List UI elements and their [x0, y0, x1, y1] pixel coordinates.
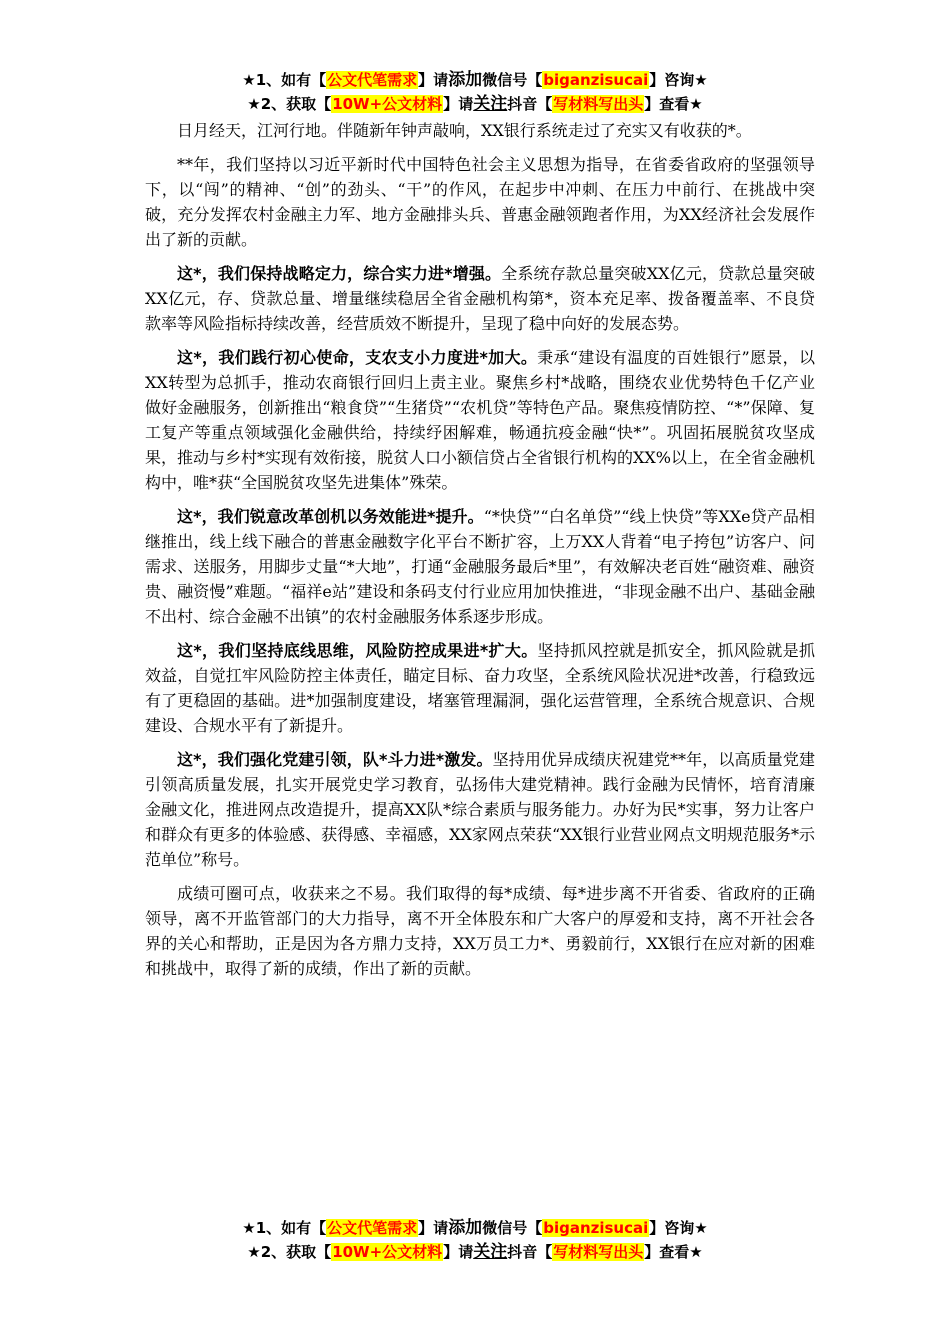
banner-text: 抖音【 [507, 1243, 553, 1261]
highlight-materials: 10W+公文材料 [332, 95, 443, 113]
highlight-wechat-id: biganzisucai [543, 71, 649, 89]
body-paragraph [145, 638, 815, 738]
banner-line-1 [0, 68, 950, 92]
banner-emphasis: 关注 [473, 94, 508, 114]
banner-line-1 [0, 1216, 950, 1240]
highlight-wechat-id: biganzisucai [543, 1219, 649, 1237]
document-body [145, 118, 815, 990]
header-banner [0, 68, 950, 116]
banner-emphasis: 添加 [448, 1218, 483, 1238]
paragraph-lead: 这*，我们锐意改革创机以务效能进*提升。 [177, 507, 484, 526]
body-paragraph [145, 152, 815, 252]
highlight-service: 公文代笔需求 [327, 1219, 418, 1237]
banner-text: 】请 [443, 1243, 474, 1261]
footer-banner [0, 1216, 950, 1264]
banner-text: ★2、获取【 [247, 95, 332, 113]
body-paragraph [145, 118, 815, 143]
banner-emphasis: 关注 [473, 1242, 508, 1262]
paragraph-text: 秉承“建设有温度的百姓银行”愿景，以XX转型为总抓手，推动农商银行回归上责主业。聚焦乡村*战略，围绕农业优势特色千亿产业做好金融服务，创新推出“粮食贷”“生猪贷”“农机贷”等特色产品。聚焦疫情防控、“*”保障、复工复产等重点领域强化金融供给，持续纾困解难，畅通抗疫金融“快*”。巩固拓展脱贫攻坚成果，推动与乡村*实现有效衔接，脱贫人口小额信贷占全省银行机构的XX%以上，在全省金融机构中，唯*获“全国脱贫攻坚先进集体”殊荣。 [145, 348, 815, 492]
banner-text: 微信号【 [482, 1219, 543, 1237]
body-paragraph [145, 345, 815, 495]
paragraph-lead: 这*，我们践行初心使命，支农支小力度进*加大。 [177, 348, 538, 367]
paragraph-lead: 这*，我们坚持底线思维，风险防控成果进*扩大。 [177, 641, 538, 660]
paragraph-lead: 这*，我们保持战略定力，综合实力进*增强。 [177, 264, 502, 283]
body-paragraph [145, 747, 815, 872]
banner-line-2 [0, 92, 950, 116]
banner-text: 】咨询★ [649, 71, 708, 89]
banner-text: 】查看★ [644, 95, 703, 113]
banner-text: 】请 [418, 71, 449, 89]
banner-text: 微信号【 [482, 71, 543, 89]
paragraph-lead: 这*，我们强化党建引领，队*斗力进*激发。 [177, 750, 493, 769]
body-paragraph [145, 881, 815, 981]
banner-text: 】请 [443, 95, 474, 113]
paragraph-text: 坚持用优异成绩庆祝建党**年，以高质量党建引领高质量发展，扎实开展党史学习教育，弘扬伟大建党精神。践行金融为民情怀，培育清廉金融文化，推进网点改造提升，提高XX队*综合素质与服务能力。办好为民*实事，努力让客户和群众有更多的体验感、获得感、幸福感，XX家网点荣获“XX银行业营业网点文明规范服务*示范单位”称号。 [145, 750, 815, 869]
banner-emphasis: 添加 [448, 70, 483, 90]
paragraph-text: **年，我们坚持以习近平新时代中国特色社会主义思想为指导，在省委省政府的坚强领导下，以“闯”的精神、“创”的劲头、“干”的作风，在起步中冲刺、在压力中前行、在挑战中突破，充分发挥农村金融主力军、地方金融排头兵、普惠金融领跑者作用，为XX经济社会发展作出了新的贡献。 [145, 155, 815, 249]
highlight-service: 公文代笔需求 [327, 71, 418, 89]
banner-text: 】查看★ [644, 1243, 703, 1261]
body-paragraph [145, 504, 815, 629]
paragraph-text: 成绩可圈可点，收获来之不易。我们取得的每*成绩、每*进步离不开省委、省政府的正确领导，离不开监管部门的大力指导，离不开全体股东和广大客户的厚爱和支持，离不开社会各界的关心和帮助，正是因为各方鼎力支持，XX万员工力*、勇毅前行，XX银行在应对新的困难和挑战中，取得了新的成绩，作出了新的贡献。 [145, 884, 815, 978]
paragraph-text: 坚持抓风控就是抓安全，抓风险就是抓效益，自觉扛牢风险防控主体责任，瞄定目标、奋力攻坚，全系统风险状况进*改善，行稳致远有了更稳固的基础。进*加强制度建设，堵塞管理漏洞，强化运营管理，全系统合规意识、合规建设、合规水平有了新提升。 [145, 641, 815, 735]
banner-line-2 [0, 1240, 950, 1264]
paragraph-text: “*快贷”“白名单贷”“线上快贷”等XXe贷产品相继推出，线上线下融合的普惠金融数字化平台不断扩容，上万XX人背着“电子挎包”访客户、问需求、送服务，用脚步丈量“*大地”，打通“金融服务最后*里”，有效解决老百姓“融资难、融资贵、融资慢”难题。“福祥e站”建设和条码支付行业应用加快推进，“非现金融不出户、基础金融不出村、综合金融不出镇”的农村金融服务体系逐步形成。 [145, 507, 815, 626]
banner-text: 抖音【 [507, 95, 553, 113]
highlight-douyin-account: 写材料写出头 [553, 95, 644, 113]
body-paragraph [145, 261, 815, 336]
highlight-douyin-account: 写材料写出头 [553, 1243, 644, 1261]
paragraph-text: 日月经天，江河行地。伴随新年钟声敲响，XX银行系统走过了充实又有收获的*。 [177, 121, 752, 140]
highlight-materials: 10W+公文材料 [332, 1243, 443, 1261]
paragraph-text: 全系统存款总量突破XX亿元，贷款总量突破XX亿元，存、贷款总量、增量继续稳居全省金融机构第*，资本充足率、拨备覆盖率、不良贷款率等风险指标持续改善，经营质效不断提升，呈现了稳中向好的发展态势。 [145, 264, 815, 333]
banner-text: 】请 [418, 1219, 449, 1237]
banner-text: ★1、如有【 [242, 71, 327, 89]
banner-text: ★2、获取【 [247, 1243, 332, 1261]
banner-text: 】咨询★ [649, 1219, 708, 1237]
banner-text: ★1、如有【 [242, 1219, 327, 1237]
